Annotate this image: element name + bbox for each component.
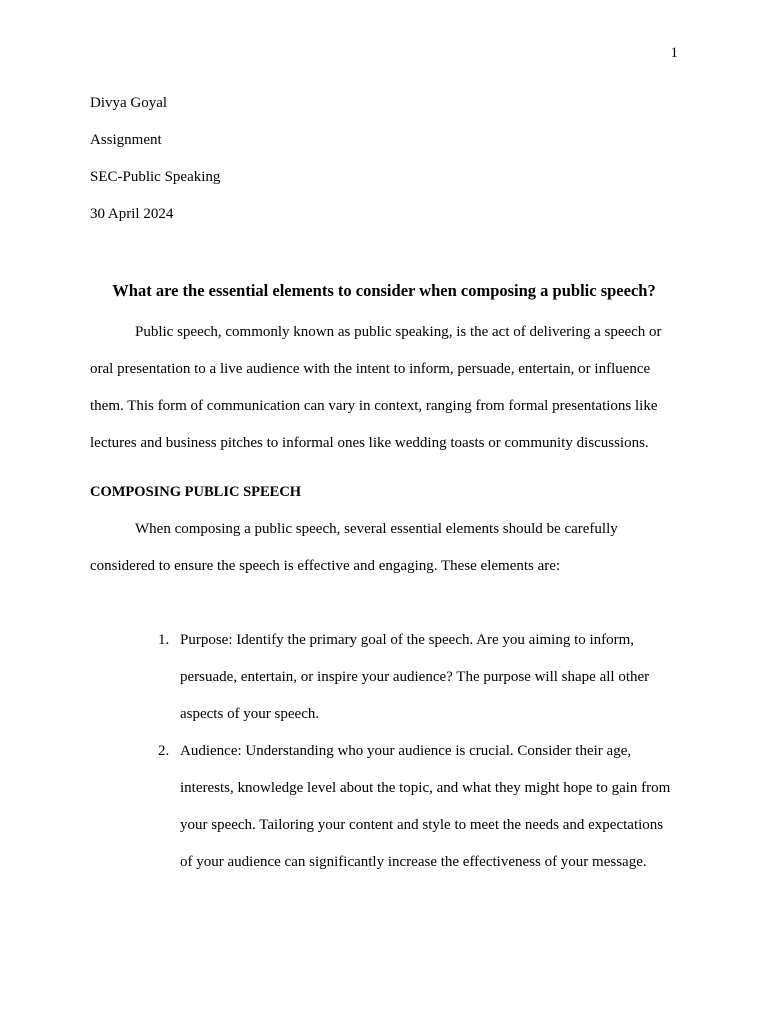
list-item-line: persuade, entertain, or inspire your audience? The purpose will shape all other [180, 669, 650, 685]
date: 30 April 2024 [90, 206, 174, 222]
list-item-line: Audience: Understanding who your audience is crucial. Consider their age, [180, 743, 632, 759]
section-paragraph [90, 511, 678, 585]
course-name: SEC-Public Speaking [90, 169, 221, 185]
author-name: Divya Goyal [90, 95, 168, 111]
list-item-line: interests, knowledge level about the topic, and what they might hope to gain from [180, 780, 671, 796]
list-item-line: Purpose: Identify the primary goal of the speech. Are you aiming to inform, [180, 632, 635, 648]
assignment-label: Assignment [90, 132, 162, 148]
page-number: 1 [670, 45, 678, 61]
list-number: 2. [158, 743, 170, 759]
paragraph-line: them. This form of communication can vary in context, ranging from formal presentations like [90, 398, 658, 414]
list-item [90, 622, 690, 733]
paragraph-line: lectures and business pitches to informal ones like wedding toasts or community discussions. [90, 435, 649, 451]
document-title: What are the essential elements to consider when composing a public speech? [112, 281, 656, 300]
paragraph-line: When composing a public speech, several essential elements should be carefully [135, 521, 618, 537]
elements-list [90, 622, 690, 881]
list-item-line: of your audience can significantly increase the effectiveness of your message. [180, 854, 647, 870]
paragraph-line: Public speech, commonly known as public speaking, is the act of delivering a speech or [135, 324, 662, 340]
list-number: 1. [158, 632, 170, 648]
section-heading: COMPOSING PUBLIC SPEECH [90, 484, 302, 500]
paragraph-line: oral presentation to a live audience with the intent to inform, persuade, entertain, or influence [90, 361, 651, 377]
intro-paragraph [90, 314, 678, 462]
list-item-line: your speech. Tailoring your content and style to meet the needs and expectations [180, 817, 664, 833]
list-item-line: aspects of your speech. [180, 706, 320, 722]
header-block [90, 94, 220, 242]
list-item [90, 733, 690, 881]
paragraph-line: considered to ensure the speech is effective and engaging. These elements are: [90, 558, 561, 574]
